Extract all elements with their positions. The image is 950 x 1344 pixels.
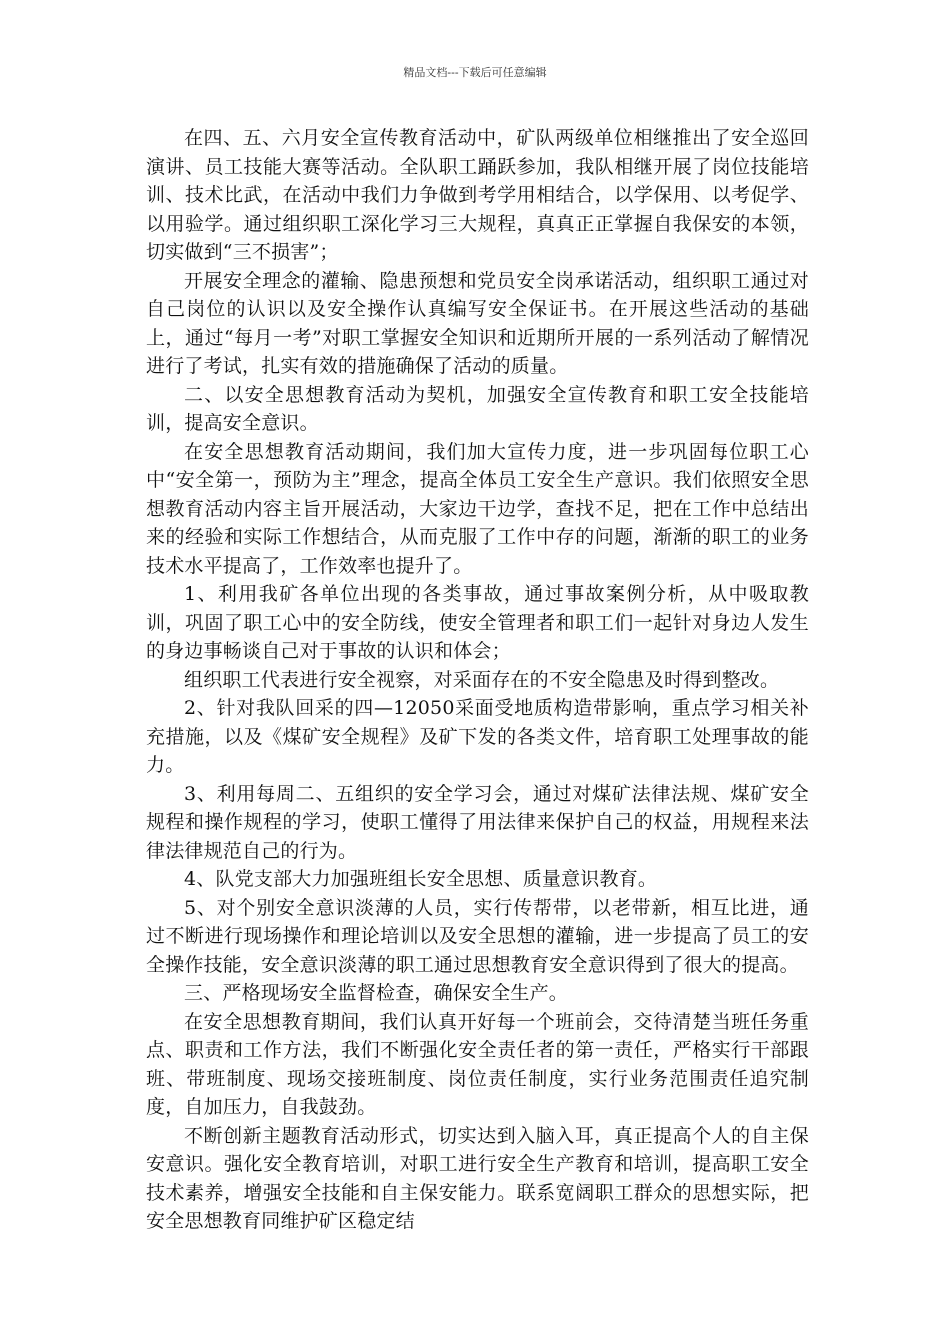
paragraph-1: 在四、五、六月安全宣传教育活动中，矿队两级单位相继推出了安全巡回演讲、员工技能大赛等活动。全队职工踊跃参加，我队相继开展了岗位技能培训、技术比武，在活动中我们力争做到考学用相结合，以学保用、以考促学、以用验学。通过组织职工深化学习三大规程，真真正正掌握自我保安的本领，切实做到“三不损害”； [146, 127, 809, 263]
paragraph-4: 组织职工代表进行安全视察，对采面存在的不安全隐患及时得到整改。 [184, 668, 780, 691]
paragraph-3: 在安全思想教育活动期间，我们加大宣传力度，进一步巩固每位职工心中“安全第一，预防为主”理念，提高全体员工安全生产意识。我们依照安全思想教育活动内容主旨开展活动，大家边干边学，查找不足，把在工作中总结出来的经验和实际工作想结合，从而克服了工作中存的问题，渐渐的职工的业务技术水平提高了，工作效率也提升了。 [146, 440, 809, 577]
paragraph-2: 开展安全理念的灌输、隐患预想和党员安全岗承诺活动，组织职工通过对自己岗位的认识以及安全操作认真编写安全保证书。在开展这些活动的基础上，通过“每月一考”对职工掌握安全知识和近期所开展的一系列活动了解情况进行了考试，扎实有效的措施确保了活动的质量。 [146, 269, 809, 377]
page-header: 精品文档---下载后可任意编辑 [403, 66, 547, 79]
list-item-1: 1、利用我矿各单位出现的各类事故，通过事故案例分析，从中吸取教训，巩固了职工心中的安全防线，使安全管理者和职工们一起针对身边人发生的身边事畅谈自己对于事故的认识和体会； [146, 583, 809, 662]
document-body [146, 124, 809, 1236]
list-item-4: 4、队党支部大力加强班组长安全思想、质量意识教育。 [184, 868, 658, 890]
paragraph-5: 在安全思想教育期间，我们认真开好每一个班前会，交待清楚当班任务重点、职责和工作方法，我们不断强化安全责任者的第一责任，严格实行干部跟班、带班制度、现场交接班制度、岗位责任制度，实行业务范围责任追究制度，自加压力，自我鼓劲。 [146, 1010, 809, 1118]
list-item-3: 3、利用每周二、五组织的安全学习会，通过对煤矿法律法规、煤矿安全规程和操作规程的学习，使职工懂得了用法律来保护自己的权益，用规程来法律法律规范自己的行为。 [146, 782, 809, 862]
list-item-5: 5、对个别安全意识淡薄的人员，实行传帮带，以老带新，相互比进，通过不断进行现场操作和理论培训以及安全思想的灌输，进一步提高了员工的安全操作技能，安全意识淡薄的职工通过思想教育安全意识得到了很大的提高。 [146, 896, 809, 976]
list-item-2: 2、针对我队回采的四—12050采面受地质构造带影响，重点学习相关补充措施，以及《煤矿安全规程》及矿下发的各类文件，培育职工处理事故的能力。 [146, 697, 809, 776]
section-heading-2: 二、以安全思想教育活动为契机，加强安全宣传教育和职工安全技能培训，提高安全意识。 [146, 383, 809, 434]
section-heading-3: 三、严格现场安全监督检查，确保安全生产。 [184, 982, 569, 1004]
paragraph-6: 不断创新主题教育活动形式，切实达到入脑入耳，真正提高个人的自主保安意识。强化安全教育培训，对职工进行安全生产教育和培训，提高职工安全技术素养，增强安全技能和自主保安能力。联系宽阔职工群众的思想实际，把安全思想教育同维护矿区稳定结 [146, 1124, 809, 1232]
